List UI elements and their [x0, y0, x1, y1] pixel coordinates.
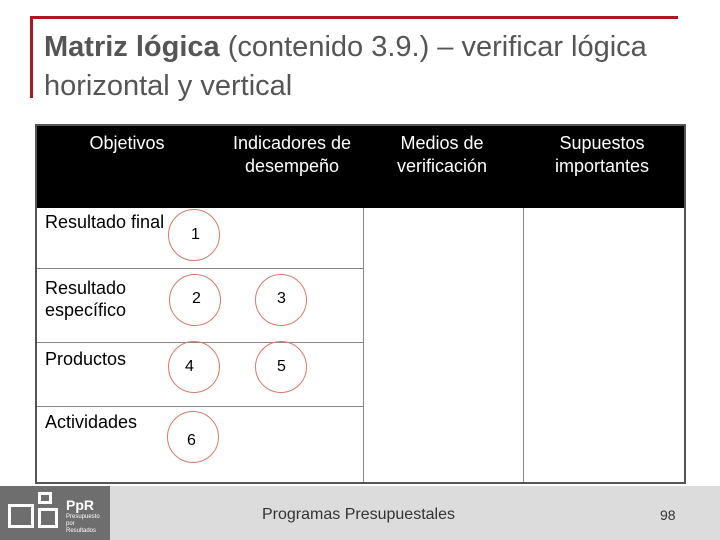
- title-accent-line: [30, 16, 678, 19]
- logo-square-icon: [8, 504, 34, 528]
- matrix-header-row: [37, 126, 684, 208]
- logo-text: PpR: [66, 497, 94, 513]
- row-divider: [37, 406, 363, 407]
- slide-title: [44, 28, 684, 106]
- logo-square-icon: [38, 508, 58, 528]
- logo-square-icon: [38, 492, 52, 504]
- marker-number-4: 4: [185, 358, 194, 375]
- logical-matrix-table: [35, 124, 686, 484]
- row-divider: [37, 268, 363, 269]
- slide-title-bold: Matriz lógica: [44, 31, 220, 63]
- header-medios: Medios de verificación: [396, 133, 488, 176]
- column-divider: [363, 208, 364, 482]
- marker-number-1: 1: [191, 226, 200, 243]
- marker-circle-4: [168, 341, 220, 393]
- logo-subtext: Presupuesto por Resultados: [66, 514, 100, 534]
- marker-number-6: 6: [187, 432, 196, 449]
- row-label-resultado-especifico: Resultado específico: [45, 278, 127, 320]
- row-label-productos: Productos: [45, 349, 127, 369]
- row-label-actividades: Actividades: [45, 412, 138, 432]
- header-objetivos: Objetivos: [89, 133, 165, 153]
- footer-title: Programas Presupuestales: [262, 506, 455, 523]
- header-supuestos: Supuestos importantes: [554, 133, 650, 176]
- marker-number-5: 5: [277, 358, 286, 375]
- column-divider: [523, 208, 524, 482]
- title-accent-bar: [30, 16, 33, 98]
- marker-number-2: 2: [192, 290, 201, 307]
- slide-title-rest: (contenido 3.9.) – verificar lógica horizontal y vertical: [44, 31, 647, 102]
- row-label-resultado-final: Resultado final: [45, 212, 165, 232]
- page-number: 98: [660, 507, 676, 523]
- header-indicadores: Indicadores de desempeño: [232, 133, 352, 176]
- marker-number-3: 3: [277, 290, 286, 307]
